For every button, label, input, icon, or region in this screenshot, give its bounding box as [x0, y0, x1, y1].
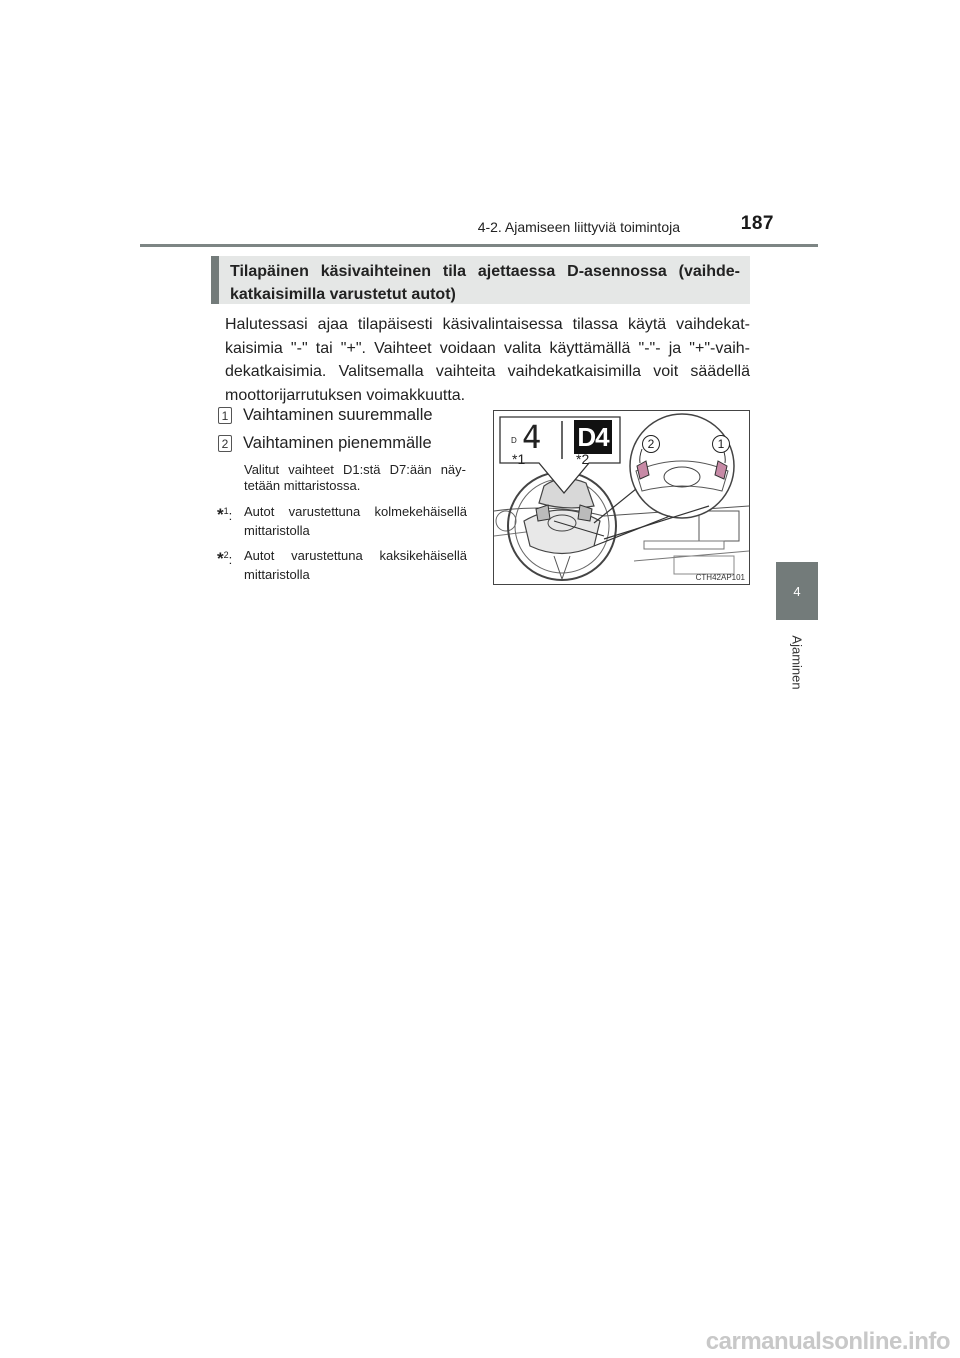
item-number-box: 1 — [218, 407, 232, 424]
list-item-upshift — [218, 406, 433, 425]
footnote-text: Autot varustettuna kolmekehäisellä mittaristolla — [244, 504, 467, 538]
chapter-name: Ajaminen — [789, 634, 805, 690]
figure-code: CTH42AP101 — [695, 573, 745, 582]
footnote-text: Autot varustettuna kaksikehäisellä mittaristolla — [244, 548, 467, 582]
callout-downshift: 2 — [642, 435, 660, 453]
gear-indicator-d4: D4 — [574, 420, 612, 454]
footnote-2 — [217, 546, 467, 584]
chapter-tab[interactable] — [776, 562, 818, 620]
list-item-downshift — [218, 434, 432, 453]
paddle-shift-illustration — [493, 410, 750, 585]
section-heading: Tilapäinen käsivaihteinen tila ajettaessa D-asennossa (vaihde-katkaisimilla varustetut autot) — [211, 256, 750, 304]
intro-paragraph: Halutessasi ajaa tilapäisesti käsivalintaisessa tilassa käytä vaihdekat-kaisimia "-" tai "+". Vaihteet voidaan valita käyttämällä "-"- ja "+"-vaih-dekatkaisimia. Valitsemalla vaihteita vaihdekatkaisimilla voit säädellä moottorijarrutuksen voimakkuutta. — [225, 316, 750, 404]
chapter-number: 4 — [793, 583, 801, 599]
item-number-box: 2 — [218, 435, 232, 452]
gear-display-note: Valitut vaihteet D1:stä D7:ään näy-tetään mittaristossa. — [244, 462, 466, 493]
figure-label-2: *2 — [576, 451, 590, 467]
gauge-gear-digit: 4 — [522, 418, 542, 456]
chapter-label — [776, 622, 818, 702]
callout-upshift: 1 — [712, 435, 730, 453]
header-rule — [140, 244, 818, 247]
header-section-title: 4-2. Ajamiseen liittyviä toimintoja — [477, 219, 680, 235]
gauge-d-label: D — [511, 436, 517, 445]
figure-label-1: *1 — [512, 451, 526, 467]
item-text: Vaihtaminen suuremmalle — [243, 406, 433, 424]
footnote-1 — [217, 502, 467, 540]
watermark: carmanualsonline.info — [705, 1328, 950, 1355]
item-text: Vaihtaminen pienemmälle — [243, 434, 432, 452]
page-number: 187 — [740, 213, 774, 234]
footnote-marker: *$^2$: — [217, 549, 233, 568]
footnote-marker: *$^1$: — [217, 505, 233, 524]
